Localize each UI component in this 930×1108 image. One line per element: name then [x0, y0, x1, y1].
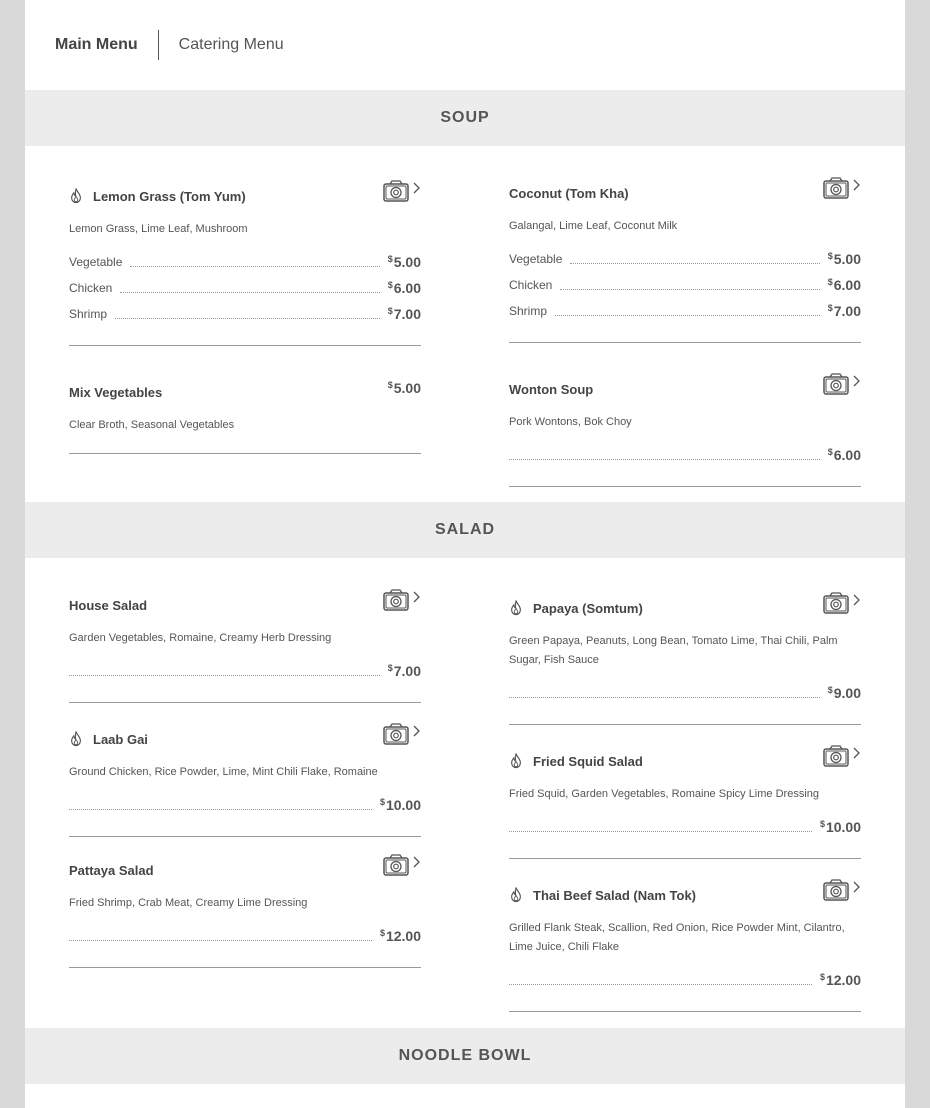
menu-item-price: $5.00: [827, 251, 861, 267]
currency-symbol: $: [387, 280, 393, 290]
menu-item-description: Lemon Grass, Lime Leaf, Mushroom: [69, 223, 248, 235]
dot-leader: [120, 283, 379, 293]
menu-item-description: Galangal, Lime Leaf, Coconut Milk: [509, 220, 678, 232]
chevron-right-icon[interactable]: [851, 879, 861, 897]
section-header-salad: SALAD: [25, 502, 905, 558]
menu-item-header: [69, 380, 421, 404]
price-list: [69, 249, 421, 327]
menu-item-price: $9.00: [827, 685, 861, 701]
dot-leader: [69, 931, 372, 941]
menu-item-description: Grilled Flank Steak, Scallion, Red Onion, Rice Powder Mint, Cilantro, Lime Juice, Chili Flake: [509, 922, 845, 953]
price-option-label: Shrimp: [509, 304, 548, 318]
menu-item-header: [69, 184, 421, 208]
menu-item-price: $6.00: [827, 447, 861, 463]
camera-icon[interactable]: [823, 879, 849, 901]
price-list: [509, 442, 861, 468]
price-row: [509, 680, 861, 706]
currency-symbol: $: [819, 972, 825, 982]
menu-item-name: Laab Gai: [93, 731, 148, 747]
menu-item-price: $5.00: [387, 254, 421, 270]
menu-item-header: [509, 181, 861, 205]
currency-symbol: $: [387, 663, 393, 673]
dot-leader: [509, 975, 812, 985]
item-divider: [509, 486, 861, 487]
price-option-label: Chicken: [509, 278, 553, 292]
price-row: [69, 658, 421, 684]
price-row: [69, 792, 421, 818]
chevron-right-icon[interactable]: [851, 373, 861, 391]
spicy-flame-icon: [69, 187, 85, 205]
price-row: [509, 272, 861, 298]
dot-leader: [509, 822, 812, 832]
menu-item: [69, 593, 421, 703]
menu-item-description: Green Papaya, Peanuts, Long Bean, Tomato Lime, Thai Chili, Palm Sugar, Fish Sauce: [509, 635, 838, 666]
menu-item-header: [509, 377, 861, 401]
currency-symbol: $: [827, 251, 833, 261]
menu-item-name: Wonton Soup: [509, 381, 594, 397]
price-list: [69, 923, 421, 949]
dot-leader: [555, 306, 820, 316]
dot-leader: [130, 257, 379, 267]
price-row: [509, 814, 861, 840]
currency-symbol: $: [827, 277, 833, 287]
menu-item-price: $7.00: [387, 306, 421, 322]
menu-item: [509, 181, 861, 343]
item-divider: [69, 453, 421, 454]
menu-item-price: $6.00: [387, 280, 421, 296]
price-row: [509, 967, 861, 993]
price-row: [509, 246, 861, 272]
item-divider: [509, 342, 861, 343]
menu-item-header: [509, 596, 861, 620]
menu-item-price: $12.00: [819, 972, 861, 988]
menu-item-header: [509, 749, 861, 773]
currency-symbol: $: [387, 254, 393, 264]
camera-icon[interactable]: [383, 180, 409, 202]
menu-item-name: Fried Squid Salad: [533, 753, 643, 769]
price-row: [69, 249, 421, 275]
currency-symbol: $: [387, 380, 393, 390]
camera-icon[interactable]: [823, 745, 849, 767]
price-row: [69, 923, 421, 949]
price-row: [509, 442, 861, 468]
dot-leader: [69, 666, 380, 676]
price-list: [69, 658, 421, 684]
price-list: [509, 680, 861, 706]
item-divider: [69, 702, 421, 703]
menu-item: [509, 377, 861, 487]
chevron-right-icon[interactable]: [411, 589, 421, 607]
chevron-right-icon[interactable]: [411, 180, 421, 198]
menu-item: [509, 596, 861, 725]
menu-item-price: $5.00: [387, 380, 421, 396]
dot-leader: [509, 450, 820, 460]
menu-item: [509, 883, 861, 1012]
tab-catering-menu[interactable]: Catering Menu: [178, 36, 284, 53]
menu-item-price: $7.00: [387, 663, 421, 679]
menu-item-name: Coconut (Tom Kha): [509, 185, 629, 201]
section-header-noodle-bowl: NOODLE BOWL: [25, 1028, 905, 1084]
currency-symbol: $: [819, 819, 825, 829]
chevron-right-icon[interactable]: [411, 854, 421, 872]
currency-symbol: $: [387, 306, 393, 316]
item-divider: [509, 1011, 861, 1012]
price-list: [69, 792, 421, 818]
menu-item: [69, 184, 421, 346]
menu-item-name: House Salad: [69, 597, 148, 613]
menu-item-name: Pattaya Salad: [69, 862, 154, 878]
menu-item-name: Thai Beef Salad (Nam Tok): [533, 887, 697, 903]
menu-item-description: Clear Broth, Seasonal Vegetables: [69, 419, 235, 431]
menu-tabs: [55, 30, 284, 60]
price-option-label: Vegetable: [509, 252, 563, 266]
menu-item-price: $10.00: [819, 819, 861, 835]
menu-item-header: [69, 593, 421, 617]
currency-symbol: $: [827, 685, 833, 695]
chevron-right-icon[interactable]: [851, 592, 861, 610]
item-divider: [69, 967, 421, 968]
camera-icon[interactable]: [823, 177, 849, 199]
chevron-right-icon[interactable]: [411, 723, 421, 741]
menu-item-name: Lemon Grass (Tom Yum): [93, 188, 246, 204]
camera-icon[interactable]: [823, 373, 849, 395]
camera-icon[interactable]: [823, 592, 849, 614]
camera-icon[interactable]: [383, 723, 409, 745]
currency-symbol: $: [379, 928, 385, 938]
menu-item: [69, 380, 421, 454]
menu-item-price: $7.00: [827, 303, 861, 319]
menu-item-description: Pork Wontons, Bok Choy: [509, 416, 632, 428]
price-list: [509, 967, 861, 993]
menu-item: [69, 727, 421, 837]
camera-icon[interactable]: [383, 589, 409, 611]
price-row: [509, 298, 861, 324]
item-divider: [509, 724, 861, 725]
menu-item-name: Papaya (Somtum): [533, 600, 643, 616]
menu-item-header: [69, 858, 421, 882]
dot-leader: [509, 688, 820, 698]
price-row: [69, 301, 421, 327]
item-divider: [69, 345, 421, 346]
spicy-flame-icon: [509, 886, 525, 904]
price-list: [509, 814, 861, 840]
price-list: [509, 246, 861, 324]
currency-symbol: $: [827, 447, 833, 457]
dot-leader: [570, 254, 819, 264]
spicy-flame-icon: [509, 752, 525, 770]
menu-item: [509, 749, 861, 859]
item-divider: [69, 836, 421, 837]
chevron-right-icon[interactable]: [851, 745, 861, 763]
menu-item: [69, 858, 421, 968]
menu-item-price: $10.00: [379, 797, 421, 813]
dot-leader: [560, 280, 819, 290]
chevron-right-icon[interactable]: [851, 177, 861, 195]
price-option-label: Vegetable: [69, 255, 123, 269]
tab-main-menu[interactable]: Main Menu: [55, 36, 138, 53]
menu-item-name: Mix Vegetables: [69, 384, 163, 400]
menu-item-description: Fried Shrimp, Crab Meat, Creamy Lime Dressing: [69, 897, 308, 909]
dot-leader: [69, 800, 372, 810]
menu-item-description: Garden Vegetables, Romaine, Creamy Herb Dressing: [69, 632, 332, 644]
currency-symbol: $: [827, 303, 833, 313]
item-divider: [509, 858, 861, 859]
menu-item-description: Ground Chicken, Rice Powder, Lime, Mint Chili Flake, Romaine: [69, 766, 378, 778]
spicy-flame-icon: [69, 730, 85, 748]
price-option-label: Chicken: [69, 281, 113, 295]
menu-item-price: $12.00: [379, 928, 421, 944]
menu-item-description: Fried Squid, Garden Vegetables, Romaine Spicy Lime Dressing: [509, 788, 819, 800]
menu-item-header: [69, 727, 421, 751]
menu-item-price: $6.00: [827, 277, 861, 293]
spicy-flame-icon: [509, 599, 525, 617]
menu-page: [25, 0, 905, 1108]
camera-icon[interactable]: [383, 854, 409, 876]
section-header-soup: SOUP: [25, 90, 905, 146]
currency-symbol: $: [379, 797, 385, 807]
price-row: [69, 275, 421, 301]
menu-item-header: [509, 883, 861, 907]
price-option-label: Shrimp: [69, 307, 108, 321]
dot-leader: [115, 309, 380, 319]
